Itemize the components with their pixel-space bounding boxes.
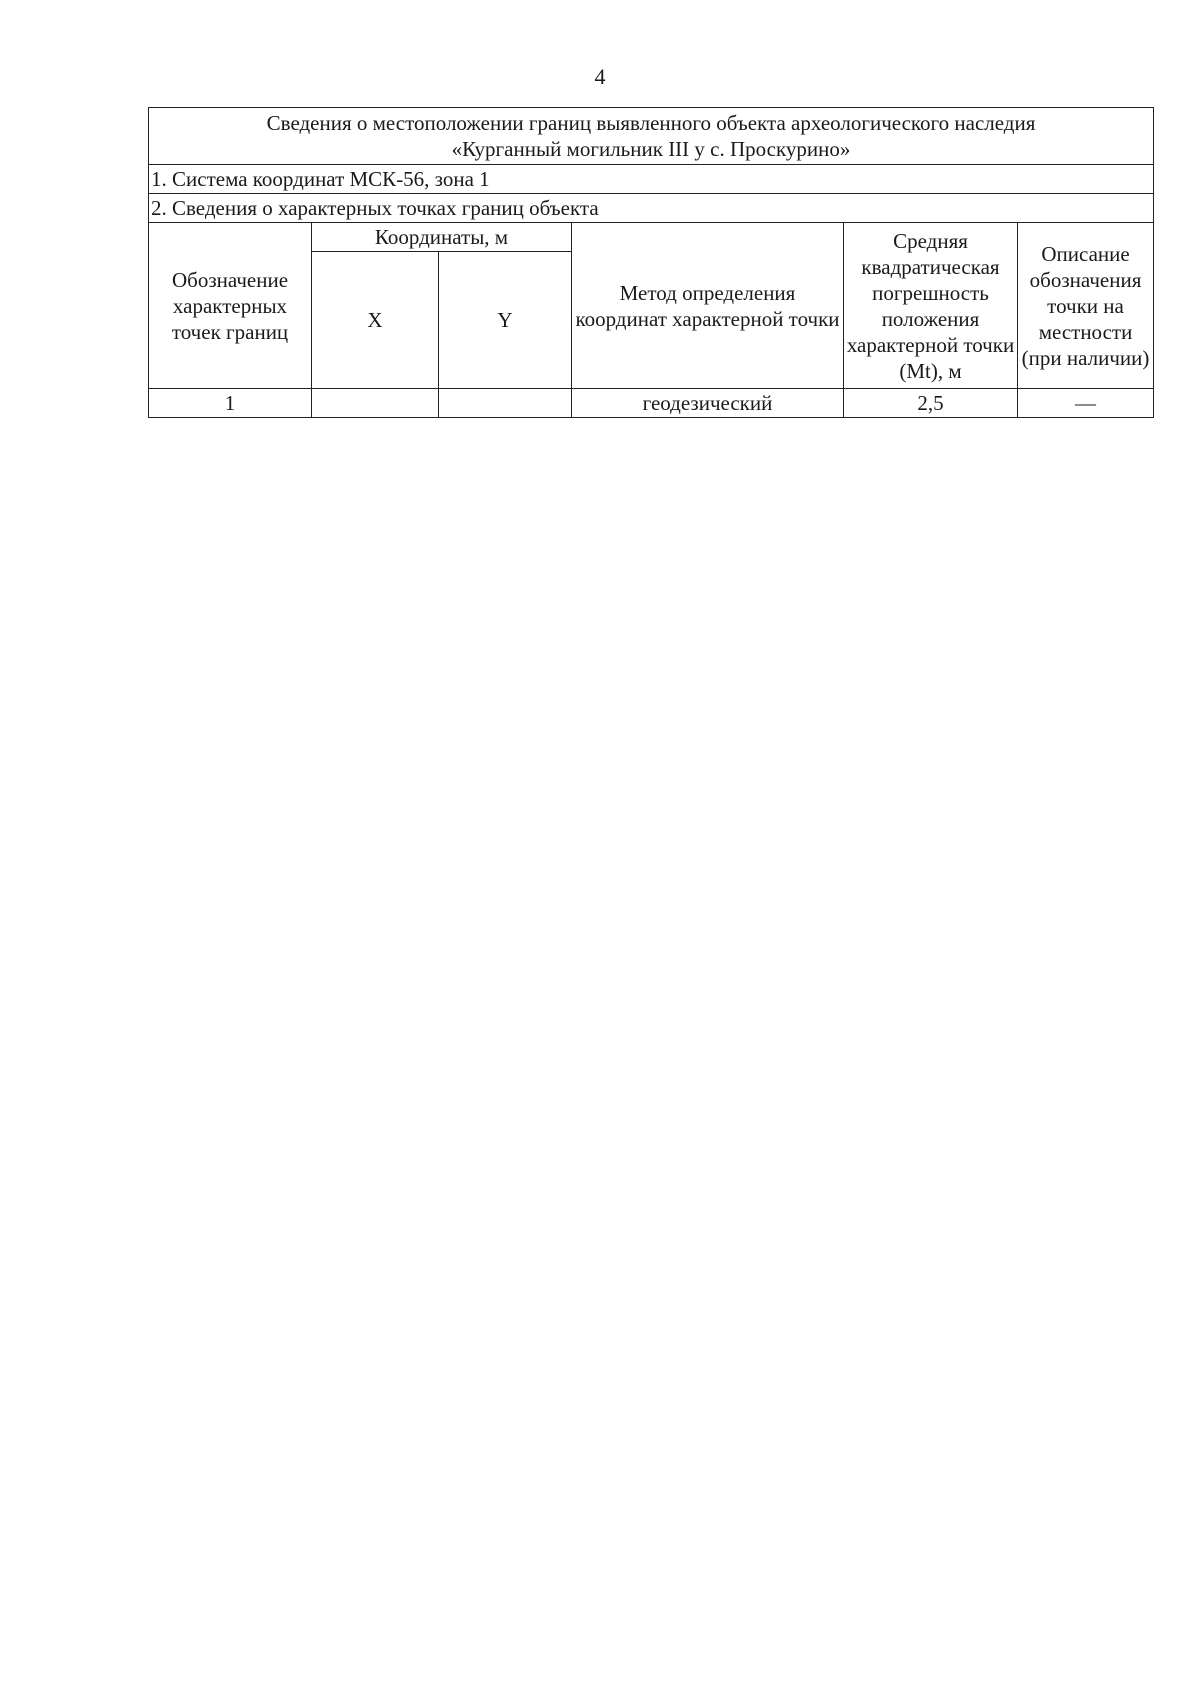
points-info-row — [149, 194, 1154, 223]
header-x: X — [312, 252, 439, 389]
boundary-points-table — [148, 107, 1154, 418]
coordinate-system-row — [149, 165, 1154, 194]
points-info-heading: 2. Сведения о характерных точках границ объекта — [149, 194, 1154, 223]
table-title — [149, 108, 1154, 165]
table-title-line-2: «Курганный могильник III у с. Проскурино» — [451, 137, 851, 161]
table-row — [149, 389, 1154, 418]
header-y: Y — [439, 252, 572, 389]
page-number: 4 — [594, 64, 606, 89]
header-point-designation: Обозначение характерных точек границ — [149, 223, 312, 389]
table-title-row — [149, 108, 1154, 165]
cell-x — [312, 389, 439, 418]
cell-error: 2,5 — [844, 389, 1018, 418]
header-coordinates: Координаты, м — [312, 223, 572, 252]
header-row-1 — [149, 223, 1154, 252]
coordinate-system: 1. Система координат МСК-56, зона 1 — [149, 165, 1154, 194]
header-method: Метод определения координат характерной точки — [572, 223, 844, 389]
header-mean-error: Средняя квадратическая погрешность положения характерной точки (Mt), м — [844, 223, 1018, 389]
cell-y — [439, 389, 572, 418]
cell-point: 1 — [149, 389, 312, 418]
cell-method: геодезический — [572, 389, 844, 418]
table-title-line-1: Сведения о местоположении границ выявленного объекта археологического наследия — [266, 111, 1036, 135]
header-description: Описание обозначения точки на местности (при наличии) — [1018, 223, 1154, 389]
cell-description: — — [1018, 389, 1154, 418]
